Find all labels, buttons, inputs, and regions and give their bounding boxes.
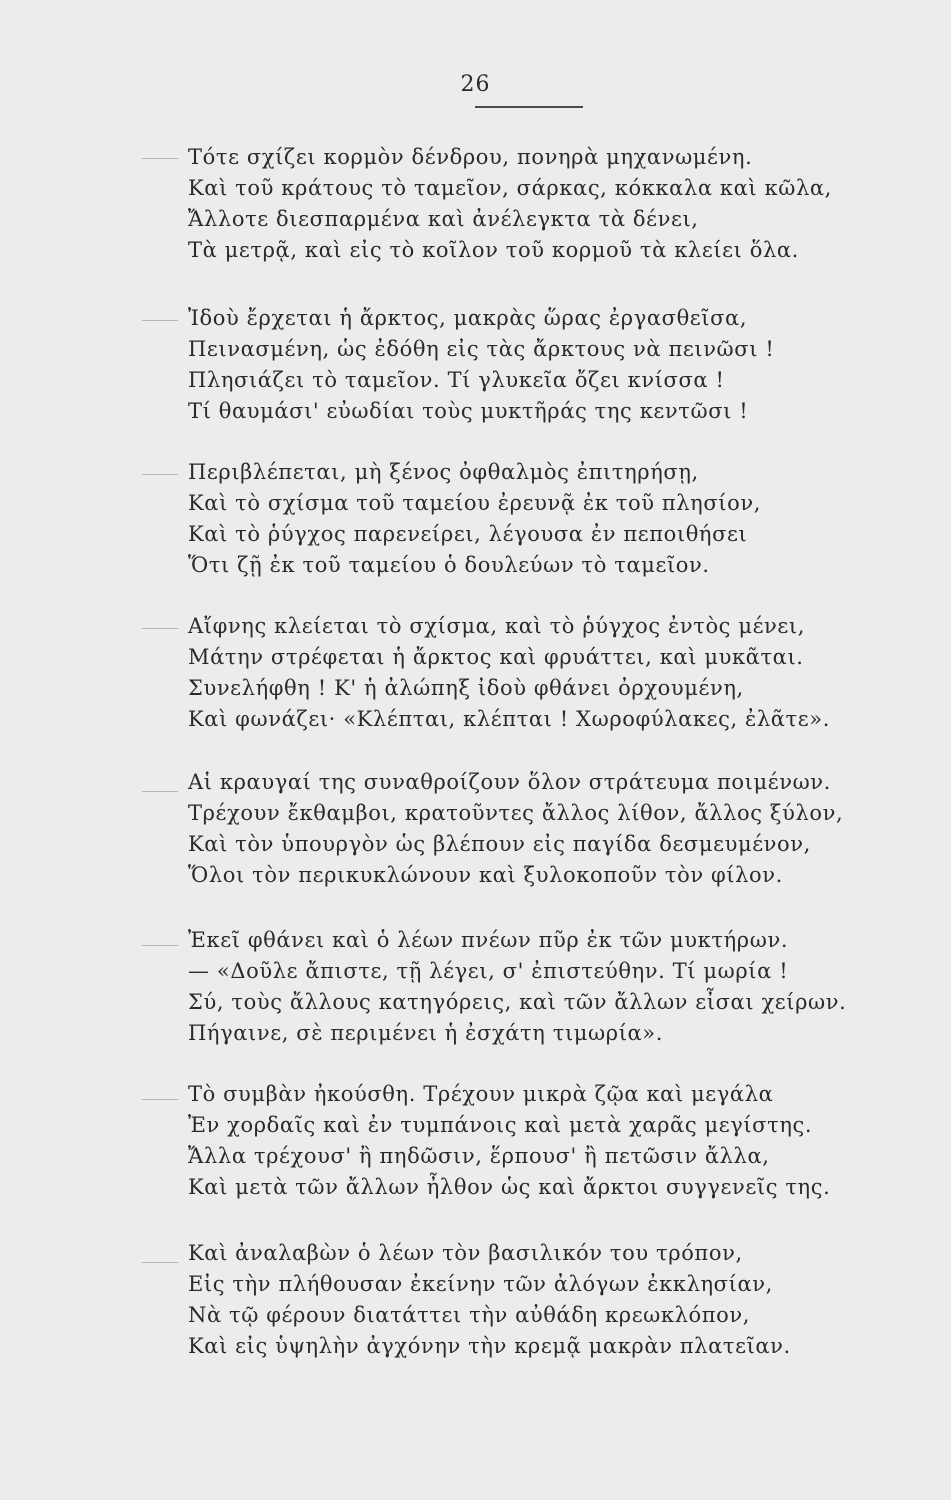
- verse-line: Ὅτι ζῇ ἐκ τοῦ ταμείου ὁ δουλεύων τὸ ταμεῖον.: [188, 553, 710, 577]
- verse-line: Αἴφνης κλείεται τὸ σχίσμα, καὶ τὸ ῥύγχος ἐντὸς μένει,: [188, 614, 806, 638]
- page-number: 26: [460, 72, 491, 97]
- verse-line: Καὶ τὸ ῥύγχος παρενείρει, λέγουσα ἐν πεποιθήσει: [188, 522, 748, 546]
- verse-line: Ἄλλα τρέχουσ' ἢ πηδῶσιν, ἕρπουσ' ἢ πετῶσιν ἄλλα,: [188, 1144, 770, 1168]
- stanza: [188, 457, 888, 581]
- verse-line: Ὅλοι τὸν περικυκλώνουν καὶ ξυλοκοποῦν τὸν φίλον.: [188, 863, 783, 887]
- stanza: [188, 142, 888, 266]
- stanza: [188, 925, 888, 1049]
- verse-line: Καὶ ἀναλαβὼν ὁ λέων τὸν βασιλικόν του τρόπον,: [188, 1241, 743, 1265]
- stanza: [188, 303, 888, 427]
- verse-line: Καὶ τὸ σχίσμα τοῦ ταμείου ἐρευνᾷ ἐκ τοῦ πλησίον,: [188, 491, 761, 515]
- verse-line: Καὶ τὸν ὑπουργὸν ὡς βλέπουν εἰς παγίδα δεσμευμένον,: [188, 832, 811, 856]
- stanza: [188, 611, 888, 735]
- verse-line: Συνελήφθη ! Κ' ἡ ἀλώπηξ ἰδοὺ φθάνει ὀρχουμένη,: [188, 676, 744, 700]
- stanza: [188, 1238, 888, 1362]
- header-rule: [475, 106, 583, 108]
- verse-line: Πλησιάζει τὸ ταμεῖον. Τί γλυκεῖα ὄζει κνίσσα !: [188, 368, 725, 392]
- margin-tick: [142, 628, 178, 629]
- verse-line: Τὸ συμβὰν ἠκούσθη. Τρέχουν μικρὰ ζῷα καὶ μεγάλα: [188, 1082, 774, 1106]
- verse-line: Σύ, τοὺς ἄλλους κατηγόρεις, καὶ τῶν ἄλλων εἶσαι χείρων.: [188, 990, 847, 1014]
- verse-line: Τότε σχίζει κορμὸν δένδρου, πονηρὰ μηχανωμένη.: [188, 145, 753, 169]
- verse-line: Πεινασμένη, ὡς ἐδόθη εἰς τὰς ἄρκτους νὰ πεινῶσι !: [188, 337, 775, 361]
- verse-line: Καὶ φωνάζει· «Κλέπται, κλέπται ! Χωροφύλακες, ἐλᾶτε».: [188, 707, 830, 731]
- verse-line: Μάτην στρέφεται ἡ ἄρκτος καὶ φρυάττει, καὶ μυκᾶται.: [188, 645, 804, 669]
- verse-line: Εἰς τὴν πλήθουσαν ἐκείνην τῶν ἀλόγων ἐκκλησίαν,: [188, 1272, 773, 1296]
- margin-tick: [142, 158, 178, 159]
- margin-tick: [142, 945, 178, 946]
- margin-tick: [142, 791, 178, 792]
- margin-tick: [142, 1099, 178, 1100]
- verse-line: Περιβλέπεται, μὴ ξένος ὀφθαλμὸς ἐπιτηρήσῃ,: [188, 460, 699, 484]
- verse-line: Πήγαινε, σὲ περιμένει ἡ ἐσχάτη τιμωρία».: [188, 1021, 664, 1045]
- verse-line: Καὶ τοῦ κράτους τὸ ταμεῖον, σάρκας, κόκκαλα καὶ κῶλα,: [188, 176, 832, 200]
- verse-line: Καὶ μετὰ τῶν ἄλλων ἦλθον ὡς καὶ ἄρκτοι συγγενεῖς της.: [188, 1175, 831, 1199]
- stanza: [188, 1079, 888, 1203]
- verse-line: Ἄλλοτε διεσπαρμένα καὶ ἀνέλεγκτα τὰ δένει,: [188, 207, 699, 231]
- margin-tick: [142, 320, 178, 321]
- margin-tick: [142, 474, 178, 475]
- verse-line: Καὶ εἰς ὑψηλὴν ἀγχόνην τὴν κρεμᾷ μακρὰν πλατεῖαν.: [188, 1334, 791, 1358]
- stanza: [188, 767, 888, 891]
- verse-line: Ἰδοὺ ἔρχεται ἡ ἄρκτος, μακρὰς ὥρας ἐργασθεῖσα,: [188, 306, 748, 330]
- verse-line: Τρέχουν ἔκθαμβοι, κρατοῦντες ἄλλος λίθον, ἄλλος ξύλον,: [188, 801, 844, 825]
- verse-line: Νὰ τῷ φέρουν διατάττει τὴν αὐθάδη κρεωκλόπον,: [188, 1303, 751, 1327]
- verse-line: Ἐκεῖ φθάνει καὶ ὁ λέων πνέων πῦρ ἐκ τῶν μυκτήρων.: [188, 928, 789, 952]
- verse-line: Αἱ κραυγαί της συναθροίζουν ὅλον στράτευμα ποιμένων.: [188, 770, 831, 794]
- verse-line: Ἐν χορδαῖς καὶ ἐν τυμπάνοις καὶ μετὰ χαρᾶς μεγίστης.: [188, 1113, 813, 1137]
- verse-line: Τὰ μετρᾷ, καὶ εἰς τὸ κοῖλον τοῦ κορμοῦ τὰ κλείει ὅλα.: [188, 238, 799, 262]
- verse-line: — «Δοῦλε ἄπιστε, τῇ λέγει, σ' ἐπιστεύθην. Τί μωρία !: [188, 959, 789, 983]
- verse-line: Τί θαυμάσι' εὐωδίαι τοὺς μυκτῆράς της κεντῶσι !: [188, 399, 749, 423]
- margin-tick: [142, 1262, 178, 1263]
